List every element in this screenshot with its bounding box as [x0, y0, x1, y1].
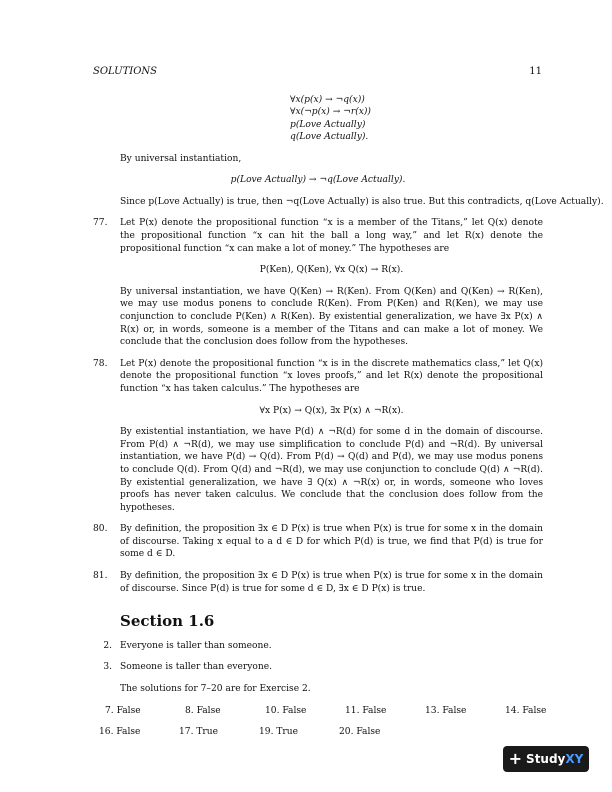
item-number: 2.: [103, 640, 112, 651]
item-text: Everyone is taller than someone.: [120, 640, 272, 651]
paragraph: By existential instantiation, we have P(d) ∧ ¬R(d) for some d in the domain of discourse. From P(d) ∧ ¬R(d), we may use simplification to conclude P(d) and ¬R(d). By universal instantiation, we have P(d) → Q(d). From P(d) → Q(d) and P(d), we may use modus ponens to conclude Q(d). From Q(d) and ¬R(d), we may use conjunction to conclude Q(d) ∧ ¬R(d). By existential generalization, we have ∃ Q(x) ∧ ¬R(x) or, in words, someone who loves proofs has never taken calculus. We conclude that the conclusion does follow from the hypotheses.: [120, 427, 543, 513]
studyxy-logo-badge[interactable]: [503, 746, 589, 772]
logo-text: StudyXY: [526, 752, 584, 766]
section-heading: Section 1.6: [120, 612, 215, 631]
paragraph: Let P(x) denote the propositional function “x is a member of the Titans,” let Q(x) denote the propositional function “x can hit the ball a long way,” and let R(x) denote the propositional function “x can make a lot of money.” The hypotheses are: [120, 218, 543, 254]
answer: 7. False: [105, 705, 141, 716]
section-item: [93, 640, 543, 653]
formula: ∀x P(x) → Q(x), ∃x P(x) ∧ ¬R(x).: [259, 405, 404, 416]
solution-item-77: [93, 217, 543, 348]
answer: 11. False: [345, 705, 387, 716]
item-number: 77.: [93, 218, 108, 229]
exercise-note: The solutions for 7–20 are for Exercise 2.: [120, 684, 311, 695]
item-text: Someone is taller than everyone.: [120, 662, 272, 673]
premise-line: p(Love Actually): [290, 119, 366, 130]
item-number: 78.: [93, 358, 108, 369]
answers-row: [105, 705, 547, 718]
answer: 14. False: [505, 705, 547, 716]
running-header-title: SOLUTIONS: [93, 66, 157, 77]
answer: 13. False: [425, 705, 467, 716]
premise-line: ∀x(p(x) → ¬q(x)): [290, 95, 365, 105]
premise-line: q(Love Actually).: [290, 132, 369, 143]
paragraph: By universal instantiation, we have Q(Ken) → R(Ken). From Q(Ken) and Q(Ken) → R(Ken), we may use modus ponens to conclude R(Ken). From P(Ken) and R(Ken), we may use conjunction to conclude P(Ken) ∧ R(Ken). By existential generalization, we have ∃x P(x) ∧ R(x) or, in words, someone is a member of the Titans and can make a lot of money. We conclude that the conclusion does follow from the hypotheses.: [120, 286, 543, 348]
section-item: [93, 661, 543, 674]
solution-item-80: [93, 523, 543, 561]
page-number: 11: [529, 66, 542, 77]
paragraph: By definition, the proposition ∃x ∈ D P(x) is true when P(x) is true for some x in the domain of discourse. Taking x equal to a d ∈ D for which P(d) is true, we find that P(d) is true for some d ∈ D.: [120, 524, 543, 560]
plus-icon: +: [508, 749, 523, 768]
paragraph: By definition, the proposition ∃x ∈ D P(x) is true when P(x) is true for some x in the domain of discourse. Since P(d) is true for some d ∈ D, ∃x ∈ D P(x) is true.: [120, 571, 543, 594]
answer: 10. False: [265, 705, 307, 716]
premise-line: ∀x(¬p(x) → ¬r(x)): [290, 107, 371, 118]
answer: 8. False: [185, 705, 221, 716]
item-number: 3.: [103, 662, 112, 673]
formula: P(Ken), Q(Ken), ∀x Q(x) → R(x).: [259, 265, 404, 276]
solution-item-78: [93, 358, 543, 515]
formula: p(Love Actually) → ¬q(Love Actually).: [230, 175, 406, 186]
answer: 20. False: [339, 727, 381, 738]
answer: 16. False: [99, 727, 141, 738]
paragraph: Let P(x) denote the propositional function “x is in the discrete mathematics class,” let Q(x) denote the propositional function “x loves proofs,” and let R(x) denote the propositional function “x has taken calculus.” The hypotheses are: [120, 358, 543, 394]
answer: 17. True: [179, 727, 219, 738]
page-body: [93, 94, 604, 739]
item-number: 80.: [93, 524, 108, 535]
item-number: 81.: [93, 571, 108, 582]
answer: 19. True: [259, 727, 299, 738]
answers-row: [99, 726, 543, 739]
paragraph: Since p(Love Actually) is true, then ¬q(Love Actually) is also true. But this contradicts, q(Love Actually).: [120, 196, 604, 207]
paragraph: By universal instantiation,: [120, 153, 242, 164]
premises-block: [290, 94, 543, 144]
solution-item-81: [93, 570, 543, 595]
